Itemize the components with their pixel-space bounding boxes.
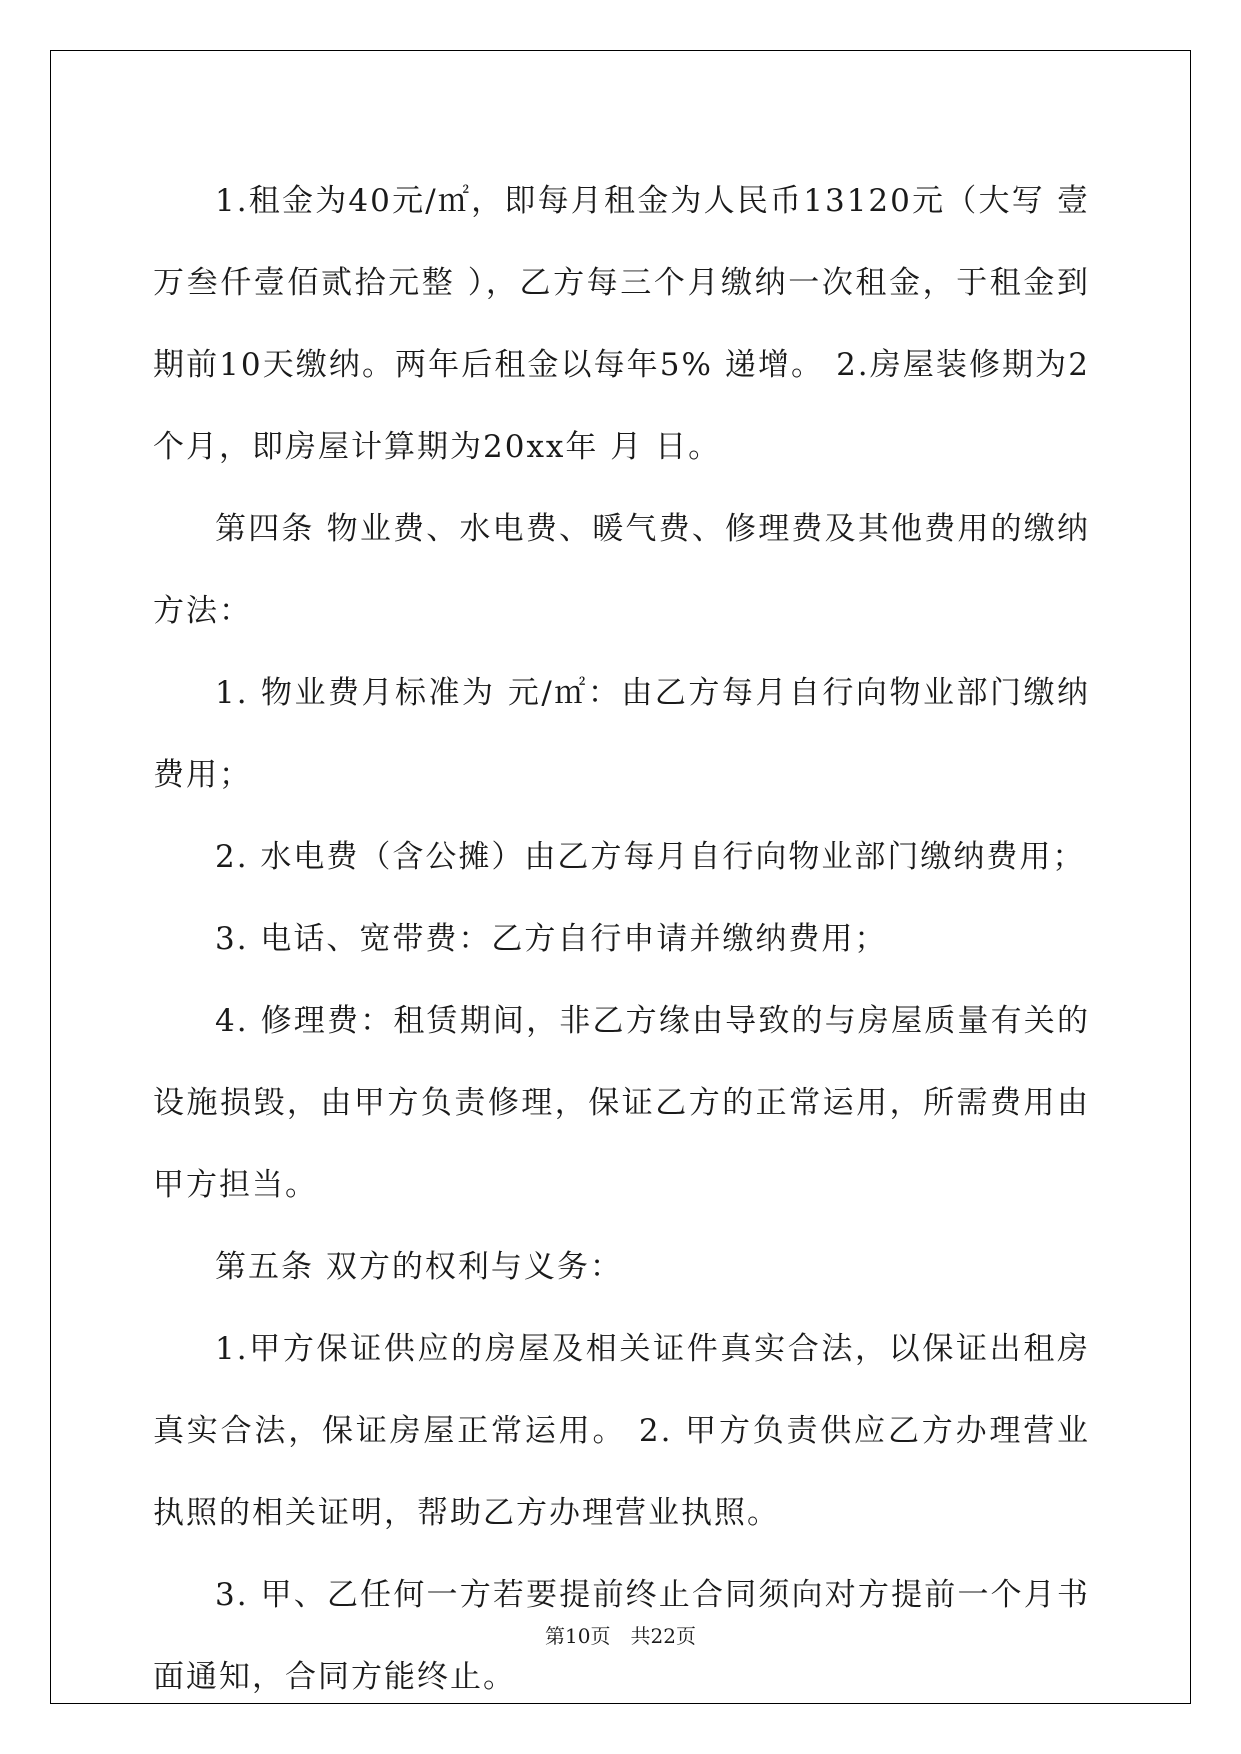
paragraph-property-fee: 1. 物业费月标准为 元/㎡：由乙方每月自行向物业部门缴纳费用；	[153, 675, 1090, 793]
heading-article-5: 第五条 双方的权利与义务：	[215, 1249, 623, 1285]
paragraph-early-termination: 3. 甲、乙任何一方若要提前终止合同须向对方提前一个月书面通知，合同方能终止。	[153, 1577, 1090, 1695]
document-body	[153, 160, 1090, 1718]
paragraph-repair-fee: 4. 修理费：租赁期间，非乙方缘由导致的与房屋质量有关的设施损毁，由甲方负责修理，保证乙方的正常运用，所需费用由甲方担当。	[153, 1003, 1090, 1203]
paragraph-rent-terms: 1.租金为40元/㎡，即每月租金为人民币13120元（大写 壹万叁仟壹佰贰拾元整 ），乙方每三个月缴纳一次租金，于租金到期前10天缴纳。两年后租金以每年5% 递增。 2.房屋装修期为2个月，即房屋计算期为20xx年 月 日。	[153, 183, 1090, 465]
paragraph-phone-broadband-fee: 3. 电话、宽带费：乙方自行申请并缴纳费用；	[215, 921, 888, 957]
heading-article-4: 第四条 物业费、水电费、暖气费、修理费及其他费用的缴纳方法：	[153, 511, 1090, 629]
paragraph-party-a-obligations: 1.甲方保证供应的房屋及相关证件真实合法，以保证出租房真实合法，保证房屋正常运用。 2. 甲方负责供应乙方办理营业执照的相关证明，帮助乙方办理营业执照。	[153, 1331, 1090, 1531]
paragraph-utilities-fee: 2. 水电费（含公摊）由乙方每月自行向物业部门缴纳费用；	[215, 839, 1086, 875]
page-number-footer: 第10页 共22页	[545, 1624, 696, 1648]
